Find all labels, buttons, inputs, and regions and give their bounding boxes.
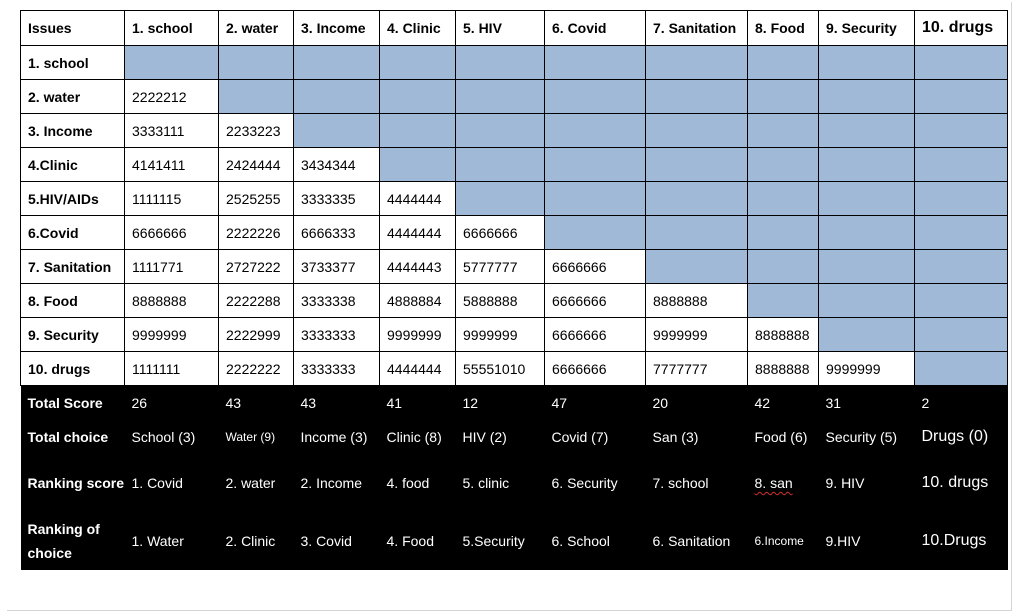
summary-cell: 42 [748,386,819,421]
header-cell: 1. school [125,11,219,46]
summary-cell: 9.HIV [819,512,915,570]
table-row [21,250,1008,284]
table-cell: 3333333 [294,318,380,352]
summary-cell: 47 [545,386,646,421]
table-cell: 1111115 [125,182,219,216]
blank-cell [819,216,915,250]
table-cell: 2222222 [219,352,294,386]
row-label: 5.HIV/AIDs [21,182,125,216]
table-cell: 9999999 [646,318,748,352]
blank-cell [819,80,915,114]
table-row [21,352,1008,386]
blank-cell [456,114,545,148]
header-cell: 2. water [219,11,294,46]
table-row [21,216,1008,250]
summary-cell: Food (6) [748,420,819,454]
summary-cell: School (3) [125,420,219,454]
table-cell: 9999999 [819,352,915,386]
blank-cell [915,46,1008,80]
blank-cell [748,182,819,216]
table-row [21,46,1008,80]
summary-cell: 41 [380,386,456,421]
table-cell: 8888888 [748,318,819,352]
blank-cell [915,216,1008,250]
table-cell: 2233223 [219,114,294,148]
table-cell: 7777777 [646,352,748,386]
blank-cell [819,250,915,284]
blank-cell [294,80,380,114]
blank-cell [380,80,456,114]
summary-label: Ranking score [21,454,125,512]
header-cell: 5. HIV [456,11,545,46]
summary-cell: Security (5) [819,420,915,454]
table-cell: 2222212 [125,80,219,114]
blank-cell [915,182,1008,216]
table-row [21,80,1008,114]
ranking-score-row [21,454,1008,512]
header-cell: 8. Food [748,11,819,46]
table-cell: 1111771 [125,250,219,284]
blank-cell [819,46,915,80]
blank-cell [456,46,545,80]
table-cell: 8888888 [125,284,219,318]
summary-cell: 43 [219,386,294,421]
summary-cell: Water (9) [219,420,294,454]
table-cell: 6666333 [294,216,380,250]
blank-cell [646,80,748,114]
header-cell: Issues [21,11,125,46]
total-choice-row [21,420,1008,454]
table-cell: 4888884 [380,284,456,318]
blank-cell [819,148,915,182]
summary-cell: 10.Drugs [915,512,1008,570]
summary-cell: 6. Sanitation [646,512,748,570]
table-cell: 2222226 [219,216,294,250]
summary-label: Total Score [21,386,125,421]
blank-cell [819,318,915,352]
summary-cell: 2. Income [294,454,380,512]
row-label: 6.Covid [21,216,125,250]
blank-cell [915,114,1008,148]
summary-cell: 4. food [380,454,456,512]
total-score-row [21,386,1008,421]
blank-cell [545,46,646,80]
table-cell: 3733377 [294,250,380,284]
blank-cell [646,250,748,284]
blank-cell [456,80,545,114]
table-cell: 4444443 [380,250,456,284]
summary-cell: 26 [125,386,219,421]
table-cell: 9999999 [456,318,545,352]
table-cell: 4444444 [380,216,456,250]
summary-cell: 1. Water [125,512,219,570]
blank-cell [456,182,545,216]
header-row [21,11,1008,46]
table-cell: 2727222 [219,250,294,284]
blank-cell [915,148,1008,182]
blank-cell [380,114,456,148]
summary-cell: 6. School [545,512,646,570]
header-cell: 10. drugs [915,11,1008,46]
blank-cell [915,250,1008,284]
table-cell: 9999999 [125,318,219,352]
blank-cell [748,284,819,318]
summary-cell: 5. clinic [456,454,545,512]
table-cell: 2222288 [219,284,294,318]
blank-cell [646,182,748,216]
summary-cell: 20 [646,386,748,421]
table-cell: 4141411 [125,148,219,182]
blank-cell [915,318,1008,352]
header-cell: 9. Security [819,11,915,46]
row-label: 9. Security [21,318,125,352]
ranking-of-choice-row [21,512,1008,570]
blank-cell [456,148,545,182]
table-cell: 6666666 [545,284,646,318]
row-label: 10. drugs [21,352,125,386]
blank-cell [748,114,819,148]
table-cell: 3333111 [125,114,219,148]
row-label: 8. Food [21,284,125,318]
table-cell: 6666666 [456,216,545,250]
summary-cell: 4. Food [380,512,456,570]
summary-cell: 31 [819,386,915,421]
table-cell: 6666666 [545,352,646,386]
table-cell: 1111111 [125,352,219,386]
summary-cell: 2. water [219,454,294,512]
blank-cell [748,148,819,182]
blank-cell [748,80,819,114]
blank-cell [219,46,294,80]
table-cell: 2222999 [219,318,294,352]
table-cell: 8888888 [748,352,819,386]
table-row [21,148,1008,182]
summary-cell: 10. drugs [915,454,1008,512]
blank-cell [646,46,748,80]
summary-cell: 2 [915,386,1008,421]
summary-cell: 6. Security [545,454,646,512]
summary-cell [748,454,819,512]
blank-cell [380,46,456,80]
blank-cell [219,80,294,114]
blank-cell [545,80,646,114]
blank-cell [545,216,646,250]
blank-cell [748,250,819,284]
header-cell: 7. Sanitation [646,11,748,46]
blank-cell [915,80,1008,114]
table-cell: 6666666 [545,318,646,352]
summary-cell: 2. Clinic [219,512,294,570]
blank-cell [915,352,1008,386]
blank-cell [380,148,456,182]
blank-cell [646,114,748,148]
summary-cell: San (3) [646,420,748,454]
summary-cell: Drugs (0) [915,420,1008,454]
table-cell: 5777777 [456,250,545,284]
header-cell: 6. Covid [545,11,646,46]
row-label: 2. water [21,80,125,114]
table-cell: 3333333 [294,352,380,386]
summary-cell: Clinic (8) [380,420,456,454]
table-row [21,284,1008,318]
table-row [21,182,1008,216]
table-cell: 4444444 [380,182,456,216]
blank-cell [125,46,219,80]
summary-label: Total choice [21,420,125,454]
table-cell: 3333338 [294,284,380,318]
table-cell: 6666666 [125,216,219,250]
table-cell: 4444444 [380,352,456,386]
blank-cell [294,46,380,80]
summary-cell: 1. Covid [125,454,219,512]
row-label: 4.Clinic [21,148,125,182]
table-cell: 3434344 [294,148,380,182]
pairwise-ranking-table [20,10,1008,570]
summary-cell: Income (3) [294,420,380,454]
header-cell: 3. Income [294,11,380,46]
blank-cell [545,148,646,182]
row-label: 7. Sanitation [21,250,125,284]
blank-cell [915,284,1008,318]
table-cell: 9999999 [380,318,456,352]
blank-cell [748,46,819,80]
table-row [21,318,1008,352]
blank-cell [819,182,915,216]
table-cell: 6666666 [545,250,646,284]
summary-cell-text: 8. san [754,475,793,491]
blank-cell [545,182,646,216]
table-cell: 3333335 [294,182,380,216]
summary-cell: 43 [294,386,380,421]
summary-cell: 5.Security [456,512,545,570]
row-label: 1. school [21,46,125,80]
blank-cell [646,216,748,250]
table-cell: 2424444 [219,148,294,182]
blank-cell [819,114,915,148]
row-label: 3. Income [21,114,125,148]
table-cell: 2525255 [219,182,294,216]
summary-cell: Covid (7) [545,420,646,454]
summary-cell: 6.Income [748,512,819,570]
summary-cell: 7. school [646,454,748,512]
summary-cell: 9. HIV [819,454,915,512]
blank-cell [646,148,748,182]
blank-cell [545,114,646,148]
header-cell: 4. Clinic [380,11,456,46]
blank-cell [748,216,819,250]
summary-cell: HIV (2) [456,420,545,454]
table-cell: 5888888 [456,284,545,318]
table-cell: 8888888 [646,284,748,318]
blank-cell [294,114,380,148]
summary-cell: 3. Covid [294,512,380,570]
summary-label: Ranking of choice [21,512,125,570]
table-row [21,114,1008,148]
summary-cell: 12 [456,386,545,421]
table-cell: 55551010 [456,352,545,386]
blank-cell [819,284,915,318]
